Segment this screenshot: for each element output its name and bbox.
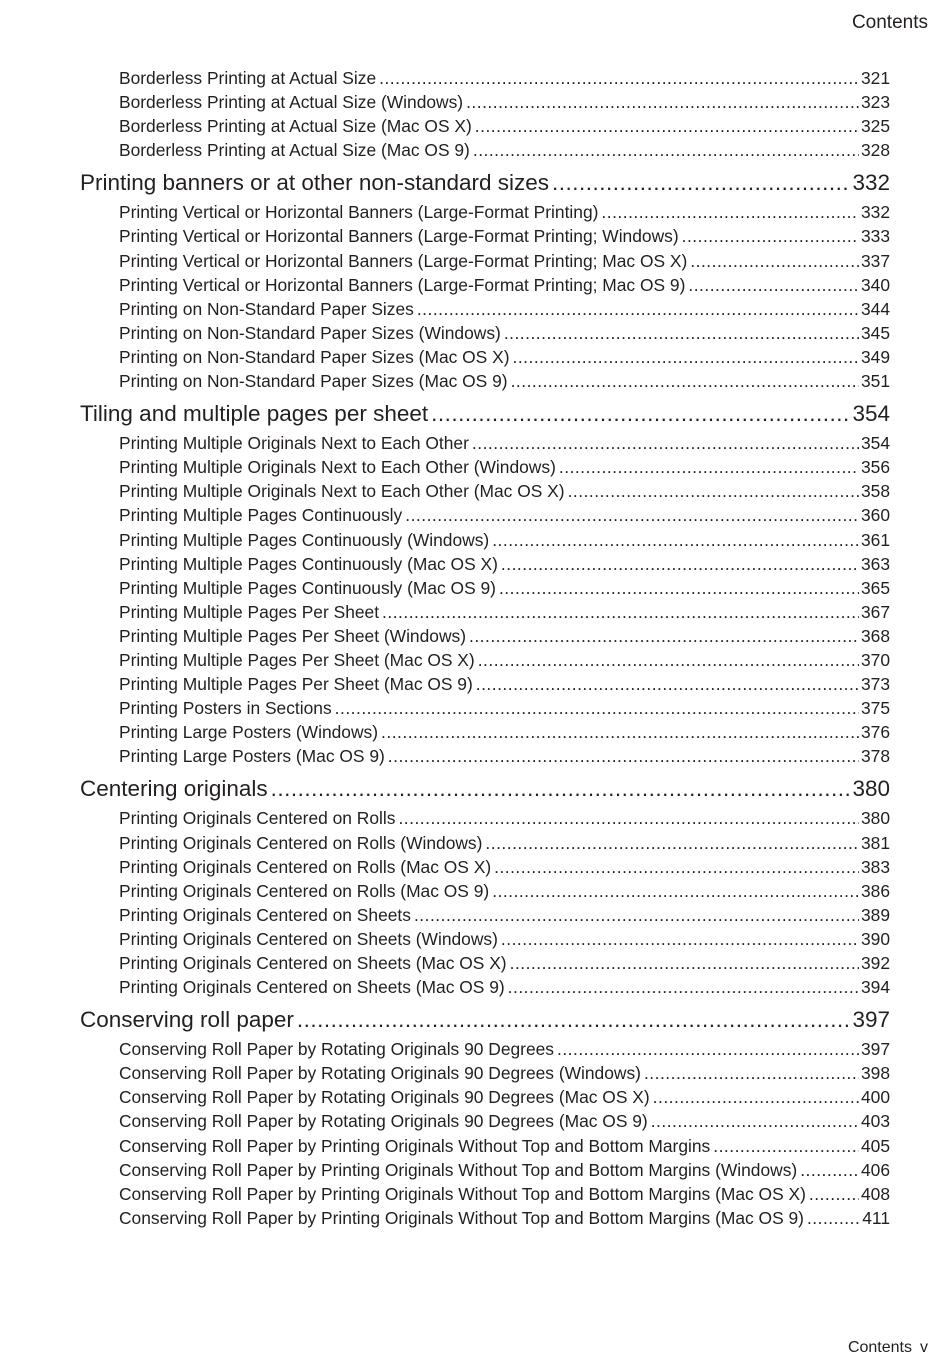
- toc-entry-page: 354: [852, 401, 890, 427]
- toc-entry-page: 333: [860, 226, 890, 247]
- toc-entry-page: 351: [860, 371, 890, 392]
- toc-entry-title: Printing Multiple Originals Next to Each Other (Mac OS X): [119, 481, 565, 502]
- dot-leader: [644, 1061, 859, 1085]
- toc-entry-title: Conserving Roll Paper by Printing Originals Without Top and Bottom Margins (Mac OS 9): [119, 1207, 804, 1228]
- toc-entry-title: Printing Multiple Pages Continuously: [119, 505, 403, 526]
- toc-entry-page: 398: [860, 1063, 890, 1084]
- dot-leader: [511, 369, 859, 393]
- toc-entry-title: Tiling and multiple pages per sheet: [80, 401, 429, 427]
- toc-entry[interactable]: [80, 431, 890, 455]
- toc-entry-page: 365: [860, 577, 890, 598]
- toc-entry-title: Printing Vertical or Horizontal Banners (Large-Format Printing; Mac OS X): [119, 250, 688, 271]
- dot-leader: [398, 806, 859, 830]
- dot-leader: [475, 114, 859, 138]
- toc-entry-page: 337: [860, 250, 890, 271]
- toc-entry-title: Printing Multiple Pages Per Sheet (Mac OS X): [119, 649, 475, 670]
- toc-entry[interactable]: [80, 975, 890, 999]
- toc-entry-page: 376: [860, 722, 890, 743]
- toc-entry[interactable]: [80, 720, 890, 744]
- dot-leader: [469, 624, 859, 648]
- dot-leader: [414, 903, 859, 927]
- toc-entry[interactable]: [80, 224, 890, 248]
- toc-entry[interactable]: [80, 831, 890, 855]
- toc-entry[interactable]: [80, 66, 890, 90]
- toc-entry-title: Printing Multiple Pages Per Sheet (Windows): [119, 625, 466, 646]
- toc-entry-title: Printing Originals Centered on Rolls (Windows): [119, 832, 483, 853]
- toc-entry[interactable]: [80, 200, 890, 224]
- toc-entry[interactable]: [80, 321, 890, 345]
- toc-entry-title: Conserving Roll Paper by Printing Originals Without Top and Bottom Margins (Mac OS X): [119, 1183, 806, 1204]
- toc-entry-title: Printing Posters in Sections: [119, 698, 332, 719]
- toc-entry-title: Conserving Roll Paper by Rotating Originals 90 Degrees: [119, 1039, 554, 1060]
- toc-entry-page: 380: [860, 808, 890, 829]
- toc-entry-title: Printing Originals Centered on Rolls (Mac OS X): [119, 856, 492, 877]
- toc-entry-title: Printing Large Posters (Mac OS 9): [119, 746, 385, 767]
- toc-entry-title: Printing on Non-Standard Paper Sizes (Windows): [119, 322, 501, 343]
- toc-entry-title: Printing Vertical or Horizontal Banners (Large-Format Printing; Windows): [119, 226, 679, 247]
- toc-entry-page: 370: [860, 649, 890, 670]
- toc-entry-page: 340: [860, 274, 890, 295]
- toc-entry-title: Printing Originals Centered on Sheets (Mac OS 9): [119, 977, 505, 998]
- dot-leader: [382, 600, 859, 624]
- toc-entry[interactable]: [80, 600, 890, 624]
- toc-entry[interactable]: [80, 806, 890, 830]
- toc-entry-title: Printing on Non-Standard Paper Sizes (Mac OS 9): [119, 371, 508, 392]
- toc-entry-page: 394: [860, 977, 890, 998]
- toc-entry[interactable]: [80, 138, 890, 162]
- toc-entry[interactable]: [80, 90, 890, 114]
- dot-leader: [499, 576, 859, 600]
- toc-entry-title: Printing Large Posters (Windows): [119, 722, 379, 743]
- toc-entry[interactable]: [80, 927, 890, 951]
- toc-entry-title: Printing Multiple Pages Per Sheet (Mac OS 9): [119, 674, 473, 695]
- toc-entry-page: 332: [852, 170, 890, 196]
- dot-leader: [492, 528, 859, 552]
- toc-entry[interactable]: [80, 249, 890, 273]
- toc-entry-title: Conserving Roll Paper by Printing Originals Without Top and Bottom Margins: [119, 1135, 711, 1156]
- dot-leader: [297, 1006, 851, 1034]
- dot-leader: [800, 1158, 859, 1182]
- toc-entry[interactable]: [80, 528, 890, 552]
- toc-section-entry[interactable]: [80, 400, 890, 428]
- toc-entry-page: 386: [860, 880, 890, 901]
- toc-entry-title: Printing banners or at other non-standard sizes: [80, 170, 550, 196]
- dot-leader: [809, 1182, 859, 1206]
- dot-leader: [476, 672, 859, 696]
- toc-entry[interactable]: [80, 1158, 890, 1182]
- toc-entry-page: 400: [860, 1087, 890, 1108]
- toc-entry-page: 403: [860, 1111, 890, 1132]
- toc-entry-page: 373: [860, 674, 890, 695]
- toc-entry-page: 397: [852, 1007, 890, 1033]
- toc-entry-page: 375: [860, 698, 890, 719]
- dot-leader: [335, 696, 859, 720]
- dot-leader: [417, 297, 859, 321]
- toc-entry-title: Conserving Roll Paper by Rotating Originals 90 Degrees (Windows): [119, 1063, 641, 1084]
- toc-entry[interactable]: [80, 879, 890, 903]
- toc-entry-title: Conserving Roll Paper by Printing Originals Without Top and Bottom Margins (Windows): [119, 1159, 798, 1180]
- toc-entry-page: 378: [860, 746, 890, 767]
- toc-entry-page: 360: [860, 505, 890, 526]
- toc-entry-title: Borderless Printing at Actual Size (Mac OS 9): [119, 140, 470, 161]
- toc-entry-title: Printing Originals Centered on Sheets (Windows): [119, 928, 498, 949]
- dot-leader: [473, 138, 859, 162]
- toc-entry-title: Printing Vertical or Horizontal Banners (Large-Format Printing; Mac OS 9): [119, 274, 686, 295]
- toc-entry-title: Borderless Printing at Actual Size (Mac OS X): [119, 116, 472, 137]
- toc-entry-page: 349: [860, 346, 890, 367]
- toc-entry-title: Printing Originals Centered on Rolls (Mac OS 9): [119, 880, 490, 901]
- toc-entry-title: Borderless Printing at Actual Size: [119, 68, 377, 88]
- toc-entry[interactable]: [80, 345, 890, 369]
- toc-entry-page: 323: [860, 92, 890, 113]
- toc-section-entry[interactable]: [80, 169, 890, 197]
- dot-leader: [807, 1206, 860, 1230]
- toc-entry-title: Printing Originals Centered on Sheets (Mac OS X): [119, 953, 507, 973]
- dot-leader: [651, 1109, 859, 1133]
- dot-leader: [478, 648, 859, 672]
- toc-entry-page: 345: [860, 322, 890, 343]
- toc-entry[interactable]: [80, 1182, 890, 1206]
- toc-entry-page: 383: [860, 856, 890, 877]
- toc-entry-title: Printing Vertical or Horizontal Banners (Large-Format Printing): [119, 202, 599, 223]
- dot-leader: [504, 321, 859, 345]
- footer-label: Contents: [847, 1339, 912, 1356]
- toc-entry-page: 405: [860, 1135, 890, 1156]
- toc-entry-page: 397: [860, 1039, 890, 1060]
- toc-entry[interactable]: [80, 503, 890, 527]
- toc-entry-title: Centering originals: [80, 776, 268, 802]
- toc-entry-page: 344: [860, 298, 890, 319]
- dot-leader: [601, 200, 859, 224]
- toc-entry-title: Printing Multiple Originals Next to Each Other: [119, 433, 469, 454]
- toc-entry[interactable]: [80, 744, 890, 768]
- page-footer: [848, 1339, 928, 1357]
- toc-entry[interactable]: [80, 696, 890, 720]
- toc-entry-page: 325: [860, 116, 890, 137]
- toc-entry-page: 361: [860, 529, 890, 550]
- dot-leader: [381, 720, 859, 744]
- dot-leader: [552, 169, 850, 197]
- toc-entry-title: Borderless Printing at Actual Size (Windows): [119, 92, 464, 113]
- toc-entry-page: 332: [860, 202, 890, 223]
- dot-leader: [513, 345, 859, 369]
- dot-leader: [508, 975, 859, 999]
- toc-entry-title: Printing on Non-Standard Paper Sizes (Mac OS X): [119, 346, 510, 367]
- toc-entry-page: 406: [860, 1159, 890, 1180]
- dot-leader: [466, 90, 859, 114]
- toc-entry-page: 321: [860, 68, 890, 88]
- toc-entry-page: 356: [860, 457, 890, 478]
- toc-entry[interactable]: [80, 114, 890, 138]
- toc-entry[interactable]: [80, 1085, 890, 1109]
- dot-leader: [431, 400, 850, 428]
- toc-entry[interactable]: [80, 297, 890, 321]
- toc-entry-title: Conserving roll paper: [80, 1007, 294, 1033]
- dot-leader: [510, 951, 859, 975]
- dot-leader: [690, 249, 859, 273]
- toc-entry-page: 408: [860, 1183, 890, 1204]
- toc-entry[interactable]: [80, 1206, 890, 1230]
- toc-entry[interactable]: [80, 479, 890, 503]
- toc-entry[interactable]: [80, 648, 890, 672]
- toc-entry-title: Printing Multiple Pages Continuously (Windows): [119, 529, 490, 550]
- dot-leader: [485, 831, 859, 855]
- toc-entry-title: Printing Multiple Pages Continuously (Mac OS 9): [119, 577, 496, 598]
- toc-entry-page: 367: [860, 601, 890, 622]
- toc-entry-page: 390: [860, 928, 890, 949]
- dot-leader: [492, 879, 859, 903]
- dot-leader: [559, 455, 859, 479]
- dot-leader: [568, 479, 859, 503]
- toc-entry[interactable]: [80, 951, 890, 975]
- dot-leader: [271, 775, 851, 803]
- toc-entry[interactable]: [80, 1061, 890, 1085]
- dot-leader: [501, 927, 859, 951]
- toc-entry-page: 381: [860, 832, 890, 853]
- toc-entry-page: 363: [860, 553, 890, 574]
- toc-entry[interactable]: [80, 672, 890, 696]
- toc-entry-page: 354: [860, 433, 890, 454]
- toc-entry-page: 392: [860, 953, 890, 973]
- toc-entry-title: Conserving Roll Paper by Rotating Originals 90 Degrees (Mac OS 9): [119, 1111, 648, 1132]
- toc-entry-page: 389: [860, 904, 890, 925]
- toc-entry-title: Printing Multiple Pages Continuously (Mac OS X): [119, 553, 498, 574]
- toc-entry[interactable]: [80, 903, 890, 927]
- dot-leader: [472, 431, 859, 455]
- toc-section-entry[interactable]: [80, 775, 890, 803]
- dot-leader: [653, 1085, 859, 1109]
- dot-leader: [713, 1134, 859, 1158]
- dot-leader: [501, 552, 859, 576]
- dot-leader: [379, 66, 859, 90]
- toc-entry-page: 328: [860, 140, 890, 161]
- toc-entry-page: 358: [860, 481, 890, 502]
- toc-entry[interactable]: [80, 1037, 890, 1061]
- toc-entry-title: Printing Originals Centered on Rolls: [119, 808, 396, 829]
- dot-leader: [494, 855, 859, 879]
- toc-entry[interactable]: [80, 1134, 890, 1158]
- toc-entry[interactable]: [80, 273, 890, 297]
- toc-entry-title: Printing Multiple Pages Per Sheet: [119, 601, 380, 622]
- footer-page-number: v: [920, 1339, 928, 1356]
- toc-entry[interactable]: [80, 369, 890, 393]
- dot-leader: [557, 1037, 859, 1061]
- dot-leader: [388, 744, 859, 768]
- dot-leader: [405, 503, 859, 527]
- toc-entry[interactable]: [80, 552, 890, 576]
- toc-entry-page: 368: [860, 625, 890, 646]
- toc-entry[interactable]: [80, 1109, 890, 1133]
- toc-entry-title: Printing Multiple Originals Next to Each Other (Windows): [119, 457, 556, 478]
- toc-entry[interactable]: [80, 455, 890, 479]
- toc-entry-title: Conserving Roll Paper by Rotating Originals 90 Degrees (Mac OS X): [119, 1087, 650, 1108]
- page-header-title: Contents: [851, 12, 928, 33]
- toc-entry[interactable]: [80, 624, 890, 648]
- toc-entry-title: Printing on Non-Standard Paper Sizes: [119, 298, 414, 319]
- toc-entry-page: 380: [852, 776, 890, 802]
- dot-leader: [682, 224, 859, 248]
- toc-entry-page: 411: [862, 1207, 890, 1228]
- table-of-contents: [80, 66, 890, 1230]
- dot-leader: [688, 273, 859, 297]
- toc-entry[interactable]: [80, 576, 890, 600]
- toc-entry[interactable]: [80, 855, 890, 879]
- toc-section-entry[interactable]: [80, 1006, 890, 1034]
- toc-entry-title: Printing Originals Centered on Sheets: [119, 904, 411, 925]
